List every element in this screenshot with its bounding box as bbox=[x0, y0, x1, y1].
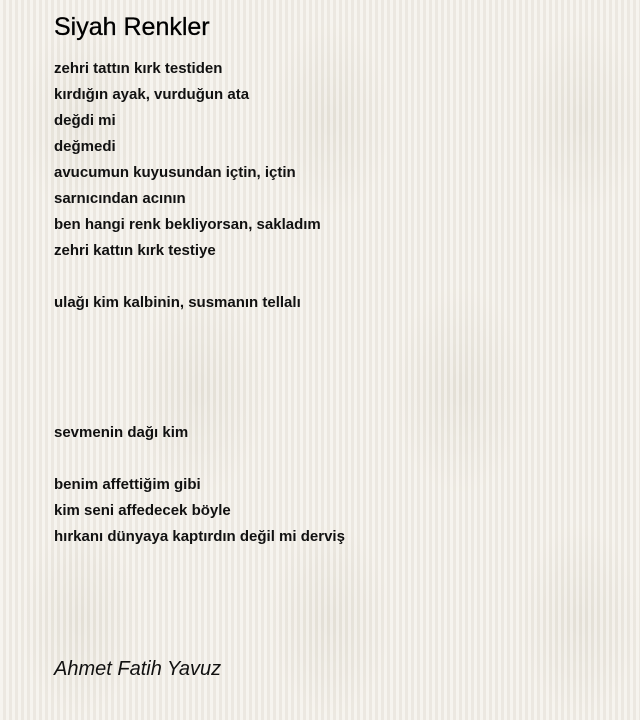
poem-body bbox=[54, 56, 614, 550]
poem-line: avucumun kuyusundan içtin, içtin bbox=[54, 164, 296, 181]
poem-line: sevmenin dağı kim bbox=[54, 424, 189, 441]
poem-line-blank bbox=[54, 394, 614, 420]
poem-line: değmedi bbox=[54, 138, 116, 155]
poem-line: kim seni affedecek böyle bbox=[54, 502, 231, 519]
poem-line: hırkanı dünyaya kaptırdın değil mi derviş bbox=[54, 528, 345, 545]
poem-line: sarnıcından acının bbox=[54, 190, 186, 207]
poem-container bbox=[54, 12, 614, 550]
poem-title: Siyah Renkler bbox=[54, 13, 210, 41]
poem-line: zehri kattın kırk testiye bbox=[54, 242, 216, 259]
poem-line-blank bbox=[54, 446, 614, 472]
poem-author: Ahmet Fatih Yavuz bbox=[54, 658, 222, 680]
poem-line-blank bbox=[54, 316, 614, 342]
poem-line-blank bbox=[54, 264, 614, 290]
poem-line: kırdığın ayak, vurduğun ata bbox=[54, 86, 250, 103]
poem-line: ulağı kim kalbinin, susmanın tellalı bbox=[54, 294, 301, 311]
poem-line: ben hangi renk bekliyorsan, sakladım bbox=[54, 216, 321, 233]
poem-line-blank bbox=[54, 368, 614, 394]
poem-line: benim affettiğim gibi bbox=[54, 476, 201, 493]
poem-line: zehri tattın kırk testiden bbox=[54, 60, 223, 77]
poem-line: değdi mi bbox=[54, 112, 116, 129]
poem-line-blank bbox=[54, 342, 614, 368]
